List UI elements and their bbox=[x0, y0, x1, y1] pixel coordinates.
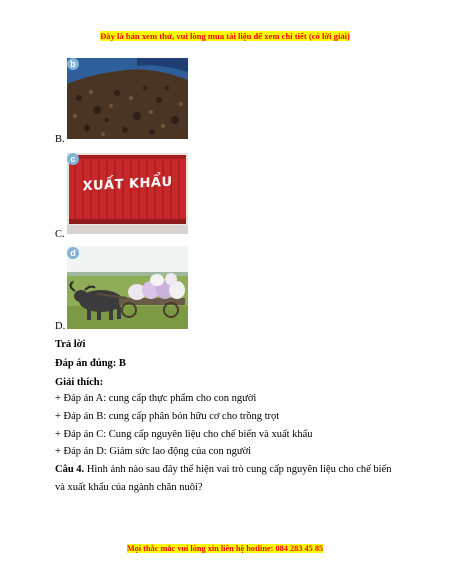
question-number: Câu 4. bbox=[55, 464, 85, 475]
export-container-image bbox=[67, 153, 188, 234]
option-d-label: D. bbox=[55, 321, 66, 332]
question-text-1: Hình ảnh nào sau đây thể hiện vai trò cung cấp nguyên liệu cho chế biến bbox=[84, 464, 392, 475]
explanation-item: + Đáp án A: cung cấp thực phẩm cho con người bbox=[55, 393, 257, 404]
header-banner bbox=[0, 26, 450, 44]
answer-heading: Trả lời bbox=[55, 339, 86, 350]
question-line-2: và xuất khẩu của ngành chăn nuôi? bbox=[55, 482, 203, 493]
option-b-label: B. bbox=[55, 134, 65, 145]
buffalo-cart-image bbox=[67, 246, 188, 329]
explanation-item: + Đáp án D: Giảm sức lao động của con người bbox=[55, 446, 252, 457]
option-c-label: C. bbox=[55, 229, 65, 240]
explanation-heading: Giải thích: bbox=[55, 377, 104, 388]
explanation-item: + Đáp án C: Cung cấp nguyên liệu cho chế biến và xuất khẩu bbox=[55, 429, 313, 440]
footer-banner-text: Mọi thắc mắc vui lòng xin liên hệ hotline: 084 283 45 85 bbox=[126, 544, 324, 553]
badge-d: d bbox=[67, 247, 79, 259]
correct-answer: Đáp án đúng: B bbox=[55, 358, 126, 369]
explanation-item: + Đáp án B: cung cấp phân bón hữu cơ cho trồng trọt bbox=[55, 411, 280, 422]
container-text: XUẤT KHẨU bbox=[82, 174, 173, 195]
badge-c: c bbox=[67, 153, 79, 165]
compost-heap-image bbox=[67, 58, 188, 139]
footer-banner bbox=[0, 538, 450, 556]
header-banner-text: Đây là bản xem thử, vui lòng mua tài liệu để xem chi tiết (có lời giải) bbox=[100, 31, 350, 41]
question-line-1 bbox=[55, 464, 392, 475]
badge-b: b bbox=[67, 58, 79, 70]
